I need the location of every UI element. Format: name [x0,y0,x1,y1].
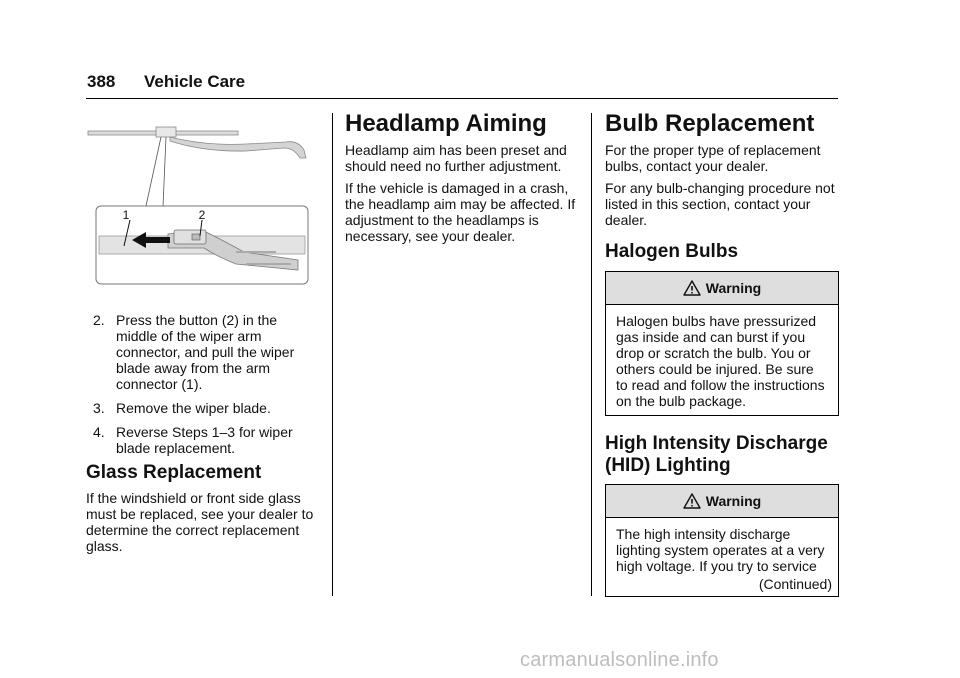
hid-lighting-heading: High Intensity Discharge (HID) Lighting [605,433,828,476]
watermark: carmanualsonline.info [520,649,719,671]
glass-replacement-heading: Glass Replacement [86,462,262,483]
headlamp-aiming-heading: Headlamp Aiming [345,110,547,137]
callout-1: 1 [122,208,130,222]
warning-text: The high intensity discharge lighting system operates at a very high voltage. If you try to service [616,526,825,574]
step-item [90,312,320,392]
column-divider-right [591,113,592,596]
headlamp-aiming-para-2: If the vehicle is damaged in a crash, the headlamp aim may be affected. If adjustment to the headlamps is necessary, see your dealer. [345,180,576,244]
header-rule [86,98,838,99]
bulb-replacement-para-2: For any bulb-changing procedure not listed in this section, contact your dealer. [605,180,835,228]
hid-warning-box [605,484,839,597]
step-text: Remove the wiper blade. [116,400,271,416]
step-number: 2. [93,312,105,328]
warning-label: Warning [705,280,762,296]
warning-label: Warning [705,493,762,509]
halogen-bulbs-heading: Halogen Bulbs [605,241,739,262]
warning-text: Halogen bulbs have pressurized gas inside and can burst if you drop or scratch the bulb. You or others could be injured. Be sure to read and follow the instructions on the bulb package. [616,313,825,409]
warning-triangle-icon [683,280,701,296]
callout-2: 2 [198,208,206,222]
step-number: 4. [93,424,105,440]
step-number: 3. [93,400,105,416]
step-item [90,424,320,456]
step-item [90,400,320,416]
wiper-illustration [86,124,312,288]
warning-header [606,272,838,305]
warning-header [606,485,838,518]
step-text: Reverse Steps 1–3 for wiper blade replacement. [116,424,293,456]
glass-replacement-text: If the windshield or front side glass must be replaced, see your dealer to determine the correct replacement glass. [86,490,314,554]
page-title: Vehicle Care [144,72,246,91]
page-number: 388 [87,72,116,91]
column-divider-left [332,113,333,596]
bulb-replacement-heading: Bulb Replacement [605,110,815,137]
step-text: Press the button (2) in the middle of the wiper arm connector, and pull the wiper blade away from the arm connector (1). [116,312,295,392]
headlamp-aiming-para-1: Headlamp aim has been preset and should need no further adjustment. [345,142,567,174]
steps-list [90,312,320,464]
continued-label: (Continued) [758,576,832,592]
bulb-replacement-para-1: For the proper type of replacement bulbs, contact your dealer. [605,142,821,174]
wiper-blade-overview [170,137,306,158]
warning-triangle-icon [683,493,701,509]
halogen-warning-box [605,271,839,416]
